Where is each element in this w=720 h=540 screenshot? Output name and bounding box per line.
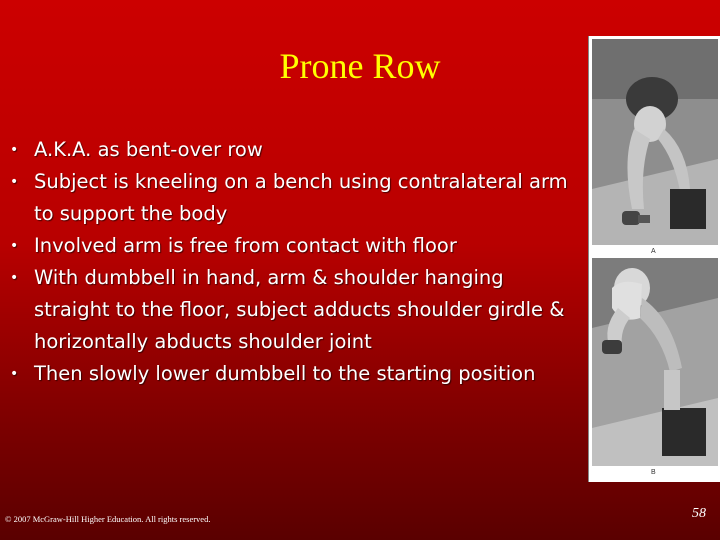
bullet-item: • Involved arm is free from contact with floor: [6, 230, 571, 262]
slide-title: Prone Row: [279, 46, 441, 86]
bullet-list: [6, 134, 571, 390]
bullet-item: • Subject is kneeling on a bench using contralateral arm to support the body: [6, 166, 571, 230]
page-number: 58: [692, 506, 706, 521]
bullet-item: • With dumbbell in hand, arm & shoulder hanging straight to the floor, subject adducts shoulder girdle & horizontally abducts shoulder joint: [6, 262, 571, 358]
exercise-photo-panel: [588, 36, 720, 482]
photo-label-b: B: [651, 469, 656, 476]
bullet-dot-icon: •: [10, 174, 19, 190]
bullet-item: • A.K.A. as bent-over row: [6, 134, 571, 166]
exercise-photo-b: [592, 258, 718, 466]
bullet-item: • Then slowly lower dumbbell to the starting position: [6, 358, 571, 390]
bullet-dot-icon: •: [10, 270, 19, 286]
bullet-dot-icon: •: [10, 238, 19, 254]
bullet-dot-icon: •: [10, 366, 19, 382]
copyright-footer: © 2007 McGraw-Hill Higher Education. All rights reserved.: [5, 514, 211, 524]
bullet-dot-icon: •: [10, 142, 19, 158]
photo-label-a: A: [651, 248, 656, 255]
exercise-photo-a: [592, 39, 718, 245]
